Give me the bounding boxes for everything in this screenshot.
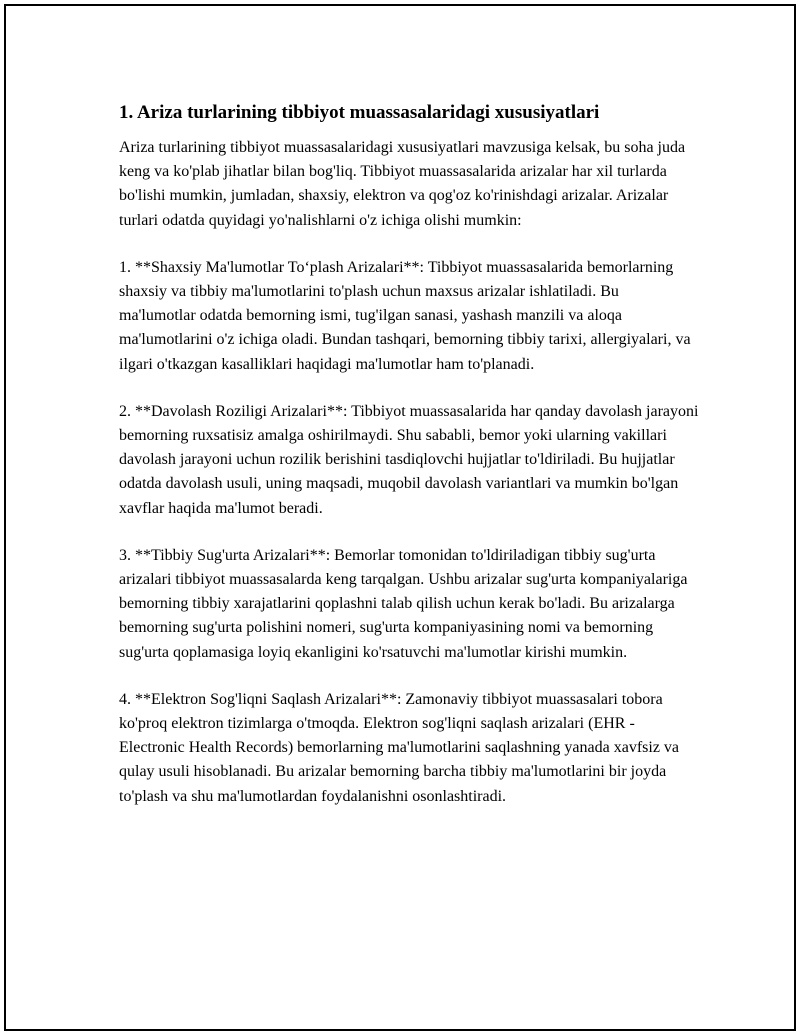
paragraph-insurance-forms: 3. **Tibbiy Sug'urta Arizalari**: Bemorlar tomonidan to'ldiriladigan tibbiy sug'urta arizalari tibbiyot muassasalarda keng tarqalgan. Ushbu arizalar sug'urta kompaniyalariga bemorning tibbiy xarajatlarini qoplashni talab qilish uchun kerak bo'ladi. Bu arizalarga bemorning sug'urta polishini nomeri, sug'urta kompaniyasining nomi va bemorning sug'urta qoplamasiga loyiq ekanligini ko'rsatuvchi ma'lumotlar kirishi mumkin.: [119, 546, 688, 661]
page-frame: [4, 4, 796, 1031]
paragraph-treatment-consent-forms: 2. **Davolash Roziligi Arizalari**: Tibbiyot muassasalarida har qanday davolash jarayoni bemorning ruxsatisiz amalga oshirilmaydi. Shu sababli, bemor yoki ularning vakillari davolash jarayoni uchun rozilik berishini tasdiqlovchi hujjatlar to'ldiriladi. Bu hujjatlar odatda davolash usuli, uning maqsadi, muqobil davolash variantlari va mumkin bo'lgan xavflar haqida ma'lumot beradi.: [119, 402, 699, 517]
document-body: [119, 101, 699, 809]
paragraph-personal-data-forms: 1. **Shaxsiy Ma'lumotlar To‘plash Arizalari**: Tibbiyot muassasalarida bemorlarning shaxsiy va tibbiy ma'lumotlarini to'plash uchun maxsus arizalar ishlatiladi. Bu ma'lumotlar odatda bemorning ismi, tug'ilgan sanasi, yashash manzili va aloqa ma'lumotlarini o'z ichiga oladi. Bundan tashqari, bemorning tibbiy tarixi, allergiyalari, va ilgari o'tkazgan kasalliklari haqidagi ma'lumotlar ham to'planadi.: [119, 258, 691, 373]
document-title: 1. Ariza turlarining tibbiyot muassasalaridagi xususiyatlari: [119, 102, 600, 123]
paragraph-electronic-health-forms: 4. **Elektron Sog'liqni Saqlash Arizalari**: Zamonaviy tibbiyot muassasalari tobora ko'proq elektron tizimlarga o'tmoqda. Elektron sog'liqni saqlash arizalari (EHR - Electronic Health Records) bemorlarning ma'lumotlarini saqlashning yanada xavfsiz va qulay usuli hisoblanadi. Bu arizalar bemorning barcha tibbiy ma'lumotlarini bir joyda to'plash va shu ma'lumotlardan foydalanishni osonlashtiradi.: [119, 690, 680, 805]
intro-paragraph: Ariza turlarining tibbiyot muassasalaridagi xususiyatlari mavzusiga kelsak, bu soha juda keng va ko'plab jihatlar bilan bog'liq. Tibbiyot muassasalarida arizalar har xil turlarda bo'lishi mumkin, jumladan, shaxsiy, elektron va qog'oz ko'rinishdagi arizalar. Arizalar turlari odatda quyidagi yo'nalishlarni o'z ichiga olishi mumkin:: [119, 139, 686, 229]
